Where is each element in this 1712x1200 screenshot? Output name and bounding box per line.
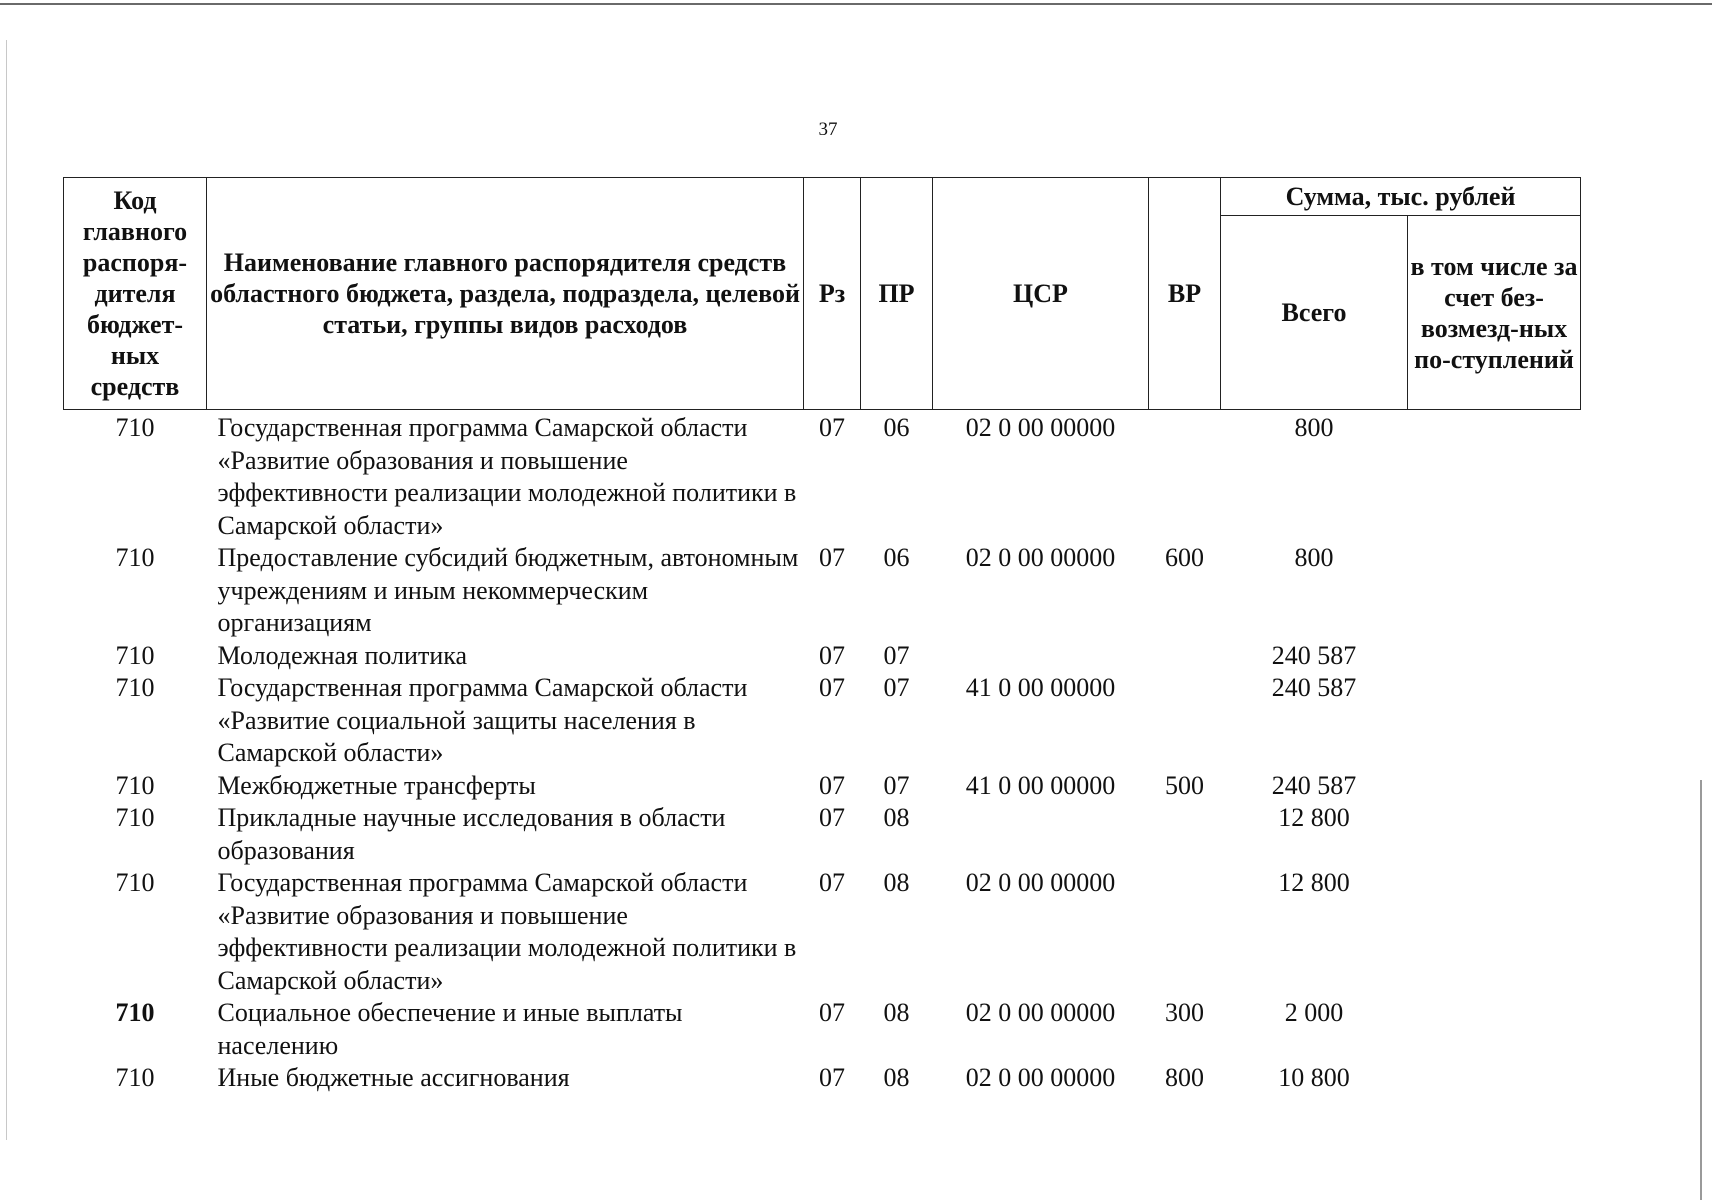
cell-pr: 08	[883, 868, 910, 897]
cell-free	[1408, 672, 1581, 770]
cell-rz: 07	[819, 673, 845, 702]
right-scan-edge	[1700, 780, 1702, 1200]
cell-rz: 07	[819, 868, 845, 897]
cell-total: 2 000	[1284, 998, 1344, 1027]
cell-name: Межбюджетные трансферты	[217, 770, 536, 800]
table-row	[64, 770, 1581, 803]
cell-pr: 06	[883, 543, 910, 572]
cell-vr: 300	[1165, 998, 1204, 1027]
table-body	[64, 410, 1581, 1095]
cell-pr: 07	[883, 640, 910, 670]
cell-total: 240 587	[1271, 770, 1357, 800]
cell-vr	[1149, 640, 1221, 673]
cell-name: Социальное обеспечение и иные выплаты населению	[217, 998, 683, 1060]
header-code: Код главного распоря-дителя бюджет-ных средств	[64, 178, 207, 410]
cell-rz: 07	[819, 803, 845, 832]
cell-csr: 02 0 00 00000	[965, 413, 1116, 442]
cell-code: 710	[115, 998, 155, 1027]
cell-total: 240 587	[1271, 640, 1357, 670]
cell-name: Предоставление субсидий бюджетным, автономным учреждениям и иным некоммерческим организациям	[217, 543, 799, 637]
cell-code: 710	[115, 543, 155, 572]
table-row	[64, 997, 1581, 1062]
cell-code: 710	[115, 803, 155, 832]
header-rz: Рз	[804, 178, 861, 410]
page-number: 37	[818, 119, 838, 140]
cell-free	[1408, 997, 1581, 1062]
header-free: в том числе за счет без-возмезд-ных по-ступлений	[1408, 216, 1581, 410]
cell-total: 10 800	[1278, 1063, 1350, 1092]
cell-pr: 07	[883, 673, 910, 702]
cell-free	[1408, 802, 1581, 867]
table-row	[64, 1062, 1581, 1095]
budget-table	[63, 177, 1581, 1095]
cell-csr: 41 0 00 00000	[965, 770, 1116, 800]
left-scan-edge	[6, 40, 7, 1140]
cell-code: 710	[115, 770, 155, 800]
cell-vr	[1149, 672, 1221, 770]
table-row	[64, 410, 1581, 543]
cell-rz: 07	[819, 413, 845, 442]
cell-rz: 07	[819, 770, 845, 800]
table-row	[64, 672, 1581, 770]
cell-name: Молодежная политика	[217, 640, 468, 670]
header-sum: Сумма, тыс. рублей	[1221, 178, 1581, 216]
header-total: Всего	[1221, 216, 1408, 410]
cell-free	[1408, 770, 1581, 803]
cell-csr	[933, 640, 1149, 673]
table-row	[64, 802, 1581, 867]
cell-total: 12 800	[1278, 868, 1350, 897]
cell-vr: 600	[1165, 543, 1204, 572]
cell-rz: 07	[819, 1063, 845, 1092]
cell-csr	[933, 802, 1149, 867]
cell-csr: 02 0 00 00000	[965, 998, 1116, 1027]
cell-pr: 08	[883, 1063, 910, 1092]
cell-code: 710	[115, 640, 155, 670]
cell-rz: 07	[819, 998, 845, 1027]
cell-free	[1408, 1062, 1581, 1095]
cell-name: Прикладные научные исследования в области образования	[217, 803, 726, 865]
cell-code: 710	[115, 868, 155, 897]
cell-total: 800	[1294, 543, 1334, 572]
header-csr: ЦСР	[933, 178, 1149, 410]
table-row	[64, 867, 1581, 997]
cell-code: 710	[115, 413, 155, 442]
cell-vr	[1149, 867, 1221, 997]
cell-rz: 07	[819, 543, 845, 572]
cell-vr: 500	[1165, 770, 1204, 800]
cell-pr: 08	[883, 803, 910, 832]
cell-pr: 08	[883, 998, 910, 1027]
cell-name: Государственная программа Самарской области «Развитие социальной защиты населения в Самарской области»	[217, 673, 748, 767]
cell-csr: 02 0 00 00000	[965, 1063, 1116, 1092]
table-header	[64, 178, 1581, 410]
header-vr: ВР	[1149, 178, 1221, 410]
cell-vr	[1149, 802, 1221, 867]
cell-name: Государственная программа Самарской области «Развитие образования и повышение эффективности реализации молодежной политики в Самарской области»	[217, 868, 797, 995]
table-row	[64, 640, 1581, 673]
cell-code: 710	[115, 1063, 155, 1092]
cell-csr: 02 0 00 00000	[965, 868, 1116, 897]
cell-total: 240 587	[1271, 673, 1357, 702]
cell-vr	[1149, 410, 1221, 543]
cell-csr: 41 0 00 00000	[965, 673, 1116, 702]
cell-free	[1408, 542, 1581, 640]
table-row	[64, 542, 1581, 640]
cell-pr: 06	[883, 413, 910, 442]
cell-csr: 02 0 00 00000	[965, 543, 1116, 572]
header-pr: ПР	[861, 178, 933, 410]
cell-free	[1408, 640, 1581, 673]
cell-pr: 07	[883, 770, 910, 800]
cell-vr: 800	[1165, 1063, 1204, 1092]
cell-free	[1408, 867, 1581, 997]
cell-total: 12 800	[1278, 803, 1350, 832]
cell-name: Государственная программа Самарской области «Развитие образования и повышение эффективности реализации молодежной политики в Самарской области»	[217, 413, 797, 540]
cell-code: 710	[115, 673, 155, 702]
header-name: Наименование главного распорядителя средств областного бюджета, раздела, подраздела, целевой статьи, группы видов расходов	[207, 178, 804, 410]
cell-free	[1408, 410, 1581, 543]
cell-total: 800	[1294, 413, 1334, 442]
cell-rz: 07	[819, 640, 845, 670]
top-scan-rule	[0, 3, 1712, 5]
cell-name: Иные бюджетные ассигнования	[217, 1063, 570, 1092]
